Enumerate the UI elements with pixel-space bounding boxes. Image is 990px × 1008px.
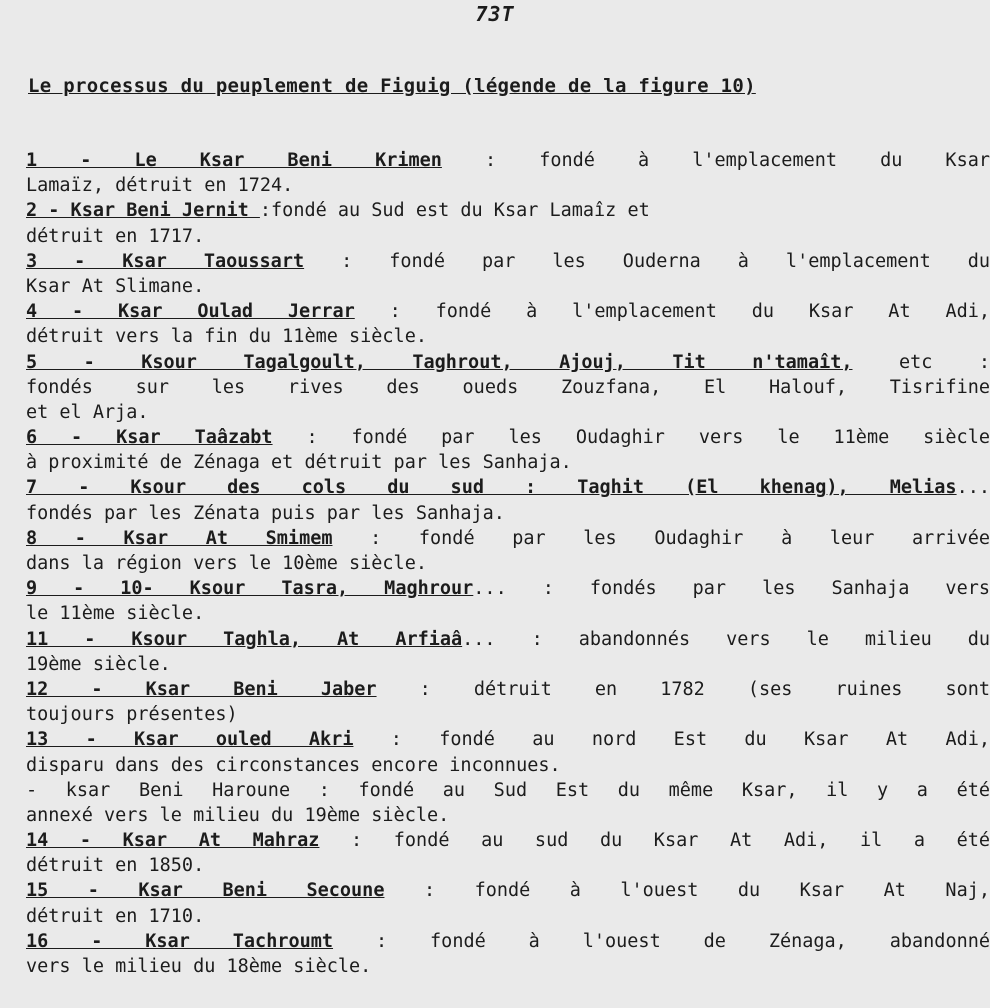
entry-text: ... : abandonnés vers le milieu du	[462, 628, 990, 650]
entry-line	[26, 627, 990, 652]
entry-line: détruit vers la fin du 11ème siècle.	[26, 326, 427, 348]
entry-text: ... : fondés par les Sanhaja vers	[473, 578, 990, 600]
entry-heading: 13 - Ksar ouled Akri	[26, 729, 354, 751]
entry-line	[26, 299, 990, 324]
entry-line: disparu dans des circonstances encore inconnues.	[26, 754, 561, 776]
entry-heading: 7 - Ksour des cols du sud : Taghit (El khenag), Melias	[26, 477, 957, 499]
entry-heading: 6 - Ksar Taâzabt	[26, 427, 273, 449]
entry-line	[26, 677, 990, 702]
entry-text: : fondé par les Ouderna à l'emplacement du	[304, 250, 990, 272]
entry-line	[26, 878, 990, 903]
entry-12	[26, 677, 990, 727]
entry-heading: 11 - Ksour Taghla, At Arfiaâ	[26, 628, 463, 650]
entry-11	[26, 627, 990, 677]
entry-line: détruit en 1850.	[26, 855, 205, 877]
entry-text: : fondé au nord Est du Ksar At Adi,	[353, 729, 990, 751]
entry-line: toujours présentes)	[26, 704, 238, 726]
entry-heading: 5 - Ksour Tagalgoult, Taghrout, Ajouj, Tit n'tamaît,	[26, 351, 853, 373]
entry-heading: 15 - Ksar Beni Secoune	[26, 880, 385, 902]
entry-line: détruit en 1717.	[26, 225, 205, 247]
entry-heading: 16 - Ksar Tachroumt	[26, 930, 334, 952]
entry-1	[26, 148, 990, 198]
entry-line: 19ème siècle.	[26, 653, 171, 675]
entry-line: détruit en 1710.	[26, 905, 205, 927]
entry-line	[26, 198, 990, 223]
entry-2	[26, 198, 990, 248]
entry-text: : fondé à l'emplacement du Ksar	[441, 150, 990, 171]
entry-line: Ksar At Slimane.	[26, 275, 205, 297]
entry-heading: 14 - Ksar At Mahraz	[26, 830, 320, 852]
entry-heading: 2 - Ksar Beni Jernit	[26, 200, 260, 222]
entry-14	[26, 828, 990, 878]
entry-text: : fondé à l'ouest de Zénaga, abandonné	[333, 930, 990, 952]
entry-line: Lamaïz, détruit en 1724.	[26, 175, 294, 197]
entry-line: à proximité de Zénaga et détruit par les Sanhaja.	[26, 452, 572, 474]
entry-line	[26, 828, 990, 853]
entry-line	[26, 148, 990, 173]
entry-8	[26, 526, 990, 576]
entry-line	[26, 350, 990, 375]
entry-heading: 1 - Le Ksar Beni Krimen	[26, 150, 442, 171]
entry-line	[26, 576, 990, 601]
entry-heading: 3 - Ksar Taoussart	[26, 250, 305, 272]
entry-13	[26, 727, 990, 777]
entry-text: : fondé par les Oudaghir à leur arrivée	[332, 527, 990, 549]
entry-line: et el Arja.	[26, 401, 149, 423]
entry-text: : fondé par les Oudaghir vers le 11ème siècle	[272, 427, 990, 449]
entry-15	[26, 878, 990, 928]
entry-text: :fondé au Sud est du Ksar Lamaîz et	[259, 200, 650, 222]
entry-line: dans la région vers le 10ème siècle.	[26, 553, 427, 574]
entry-heading: 8 - Ksar At Smimem	[26, 527, 333, 549]
entry-text: etc :	[852, 351, 990, 373]
entry-line: annexé vers le milieu du 19ème siècle.	[26, 804, 450, 826]
entry-text: : détruit en 1782 (ses ruines sont	[376, 678, 990, 700]
page-number: 73T	[475, 2, 515, 26]
entry-line: le 11ème siècle.	[26, 603, 205, 625]
entry-line: vers le milieu du 18ème siècle.	[26, 956, 372, 977]
entry-4	[26, 299, 990, 349]
entry-heading: 12 - Ksar Beni Jaber	[26, 678, 377, 700]
entry-text: : fondé à l'emplacement du Ksar At Adi,	[354, 301, 990, 323]
legend-entries	[26, 148, 990, 979]
entry-text: : fondé à l'ouest du Ksar At Naj,	[384, 880, 990, 902]
entry-9-10	[26, 576, 990, 626]
entry-line	[26, 475, 990, 500]
entry-text: : fondé au sud du Ksar At Adi, il a été	[319, 830, 990, 852]
entry-line: - ksar Beni Haroune : fondé au Sud Est du même Ksar, il y a été	[26, 779, 990, 801]
entry-heading: 9 - 10- Ksour Tasra, Maghrour	[26, 578, 474, 600]
entry-3	[26, 249, 990, 299]
entry-line	[26, 249, 990, 274]
entry-line	[26, 425, 990, 450]
entry-line	[26, 526, 990, 551]
entry-text: ...	[956, 477, 990, 499]
entry-beni-haroune	[26, 778, 990, 828]
entry-line: fondés sur les rives des oueds Zouzfana, El Halouf, Tisrifine	[26, 376, 990, 398]
entry-line	[26, 727, 990, 752]
entry-line	[26, 929, 990, 954]
entry-line: fondés par les Zénata puis par les Sanhaja.	[26, 502, 505, 524]
entry-6	[26, 425, 990, 475]
entry-5	[26, 350, 990, 426]
entry-16	[26, 929, 990, 979]
entry-heading: 4 - Ksar Oulad Jerrar	[26, 301, 355, 323]
document-title: Le processus du peuplement de Figuig (légende de la figure 10)	[28, 75, 756, 97]
entry-7	[26, 475, 990, 525]
